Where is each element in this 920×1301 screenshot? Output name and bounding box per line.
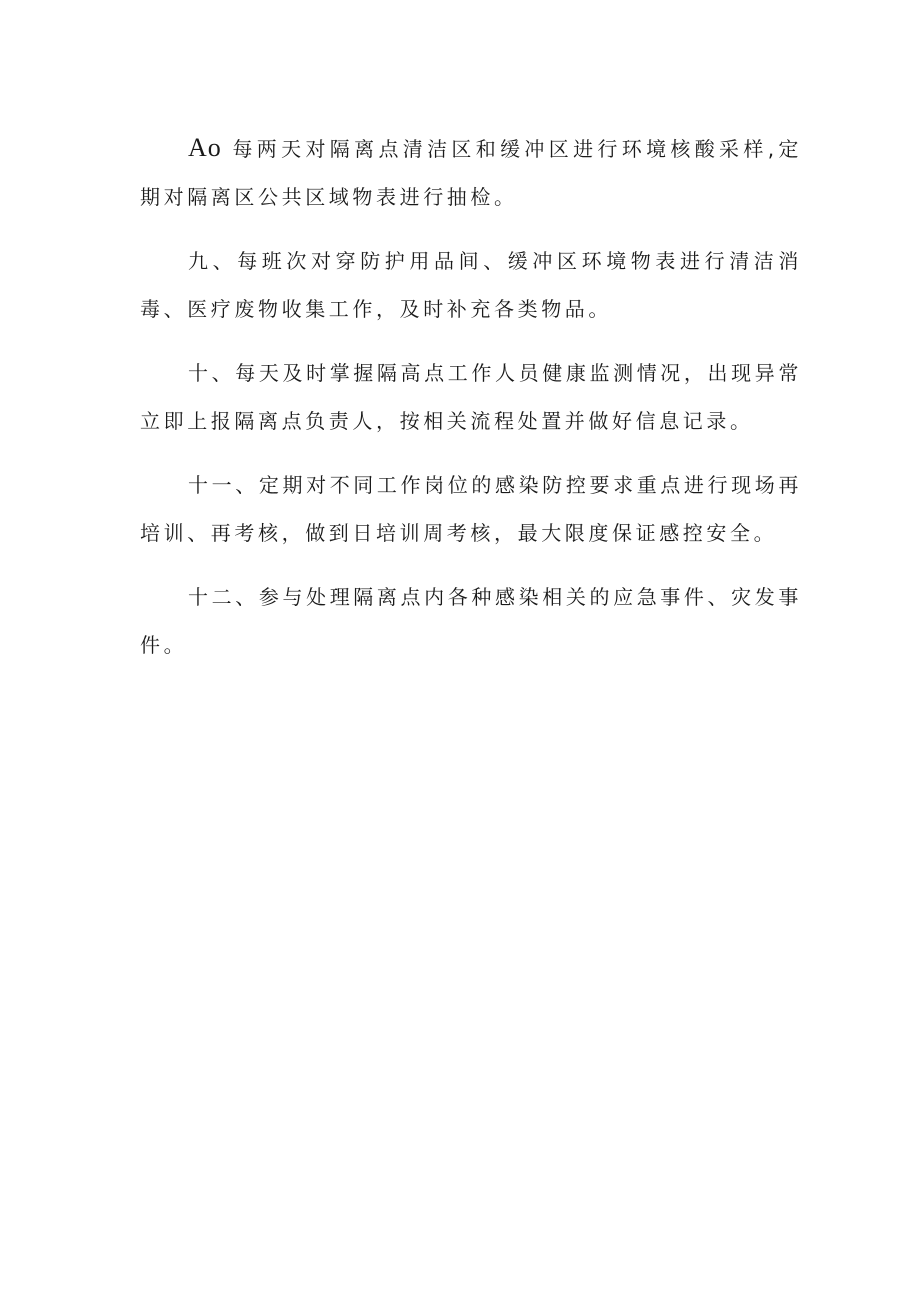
paragraph-8	[140, 124, 802, 221]
paragraph-12	[140, 573, 802, 669]
paragraph-lead: Ao	[188, 133, 222, 162]
paragraph-text: 十、每天及时掌握隔高点工作人员健康监测情况，出现异常立即上报隔离点负责人，按相关流程处置并做好信息记录。	[140, 361, 802, 433]
paragraph-text: 每两天对隔离点清洁区和缓冲区进行环境核酸采样,定期对隔离区公共区域物表进行抽检。	[140, 137, 802, 209]
paragraph-9	[140, 237, 802, 333]
paragraph-text: 九、每班次对穿防护用品间、缓冲区环境物表进行清洁消毒、医疗废物收集工作，及时补充各类物品。	[140, 249, 802, 321]
paragraph-11	[140, 461, 802, 557]
document-body	[140, 124, 802, 685]
paragraph-10	[140, 349, 802, 445]
paragraph-text: 十二、参与处理隔离点内各种感染相关的应急事件、灾发事件。	[140, 585, 802, 657]
paragraph-text: 十一、定期对不同工作岗位的感染防控要求重点进行现场再培训、再考核，做到日培训周考核，最大限度保证感控安全。	[140, 473, 802, 545]
